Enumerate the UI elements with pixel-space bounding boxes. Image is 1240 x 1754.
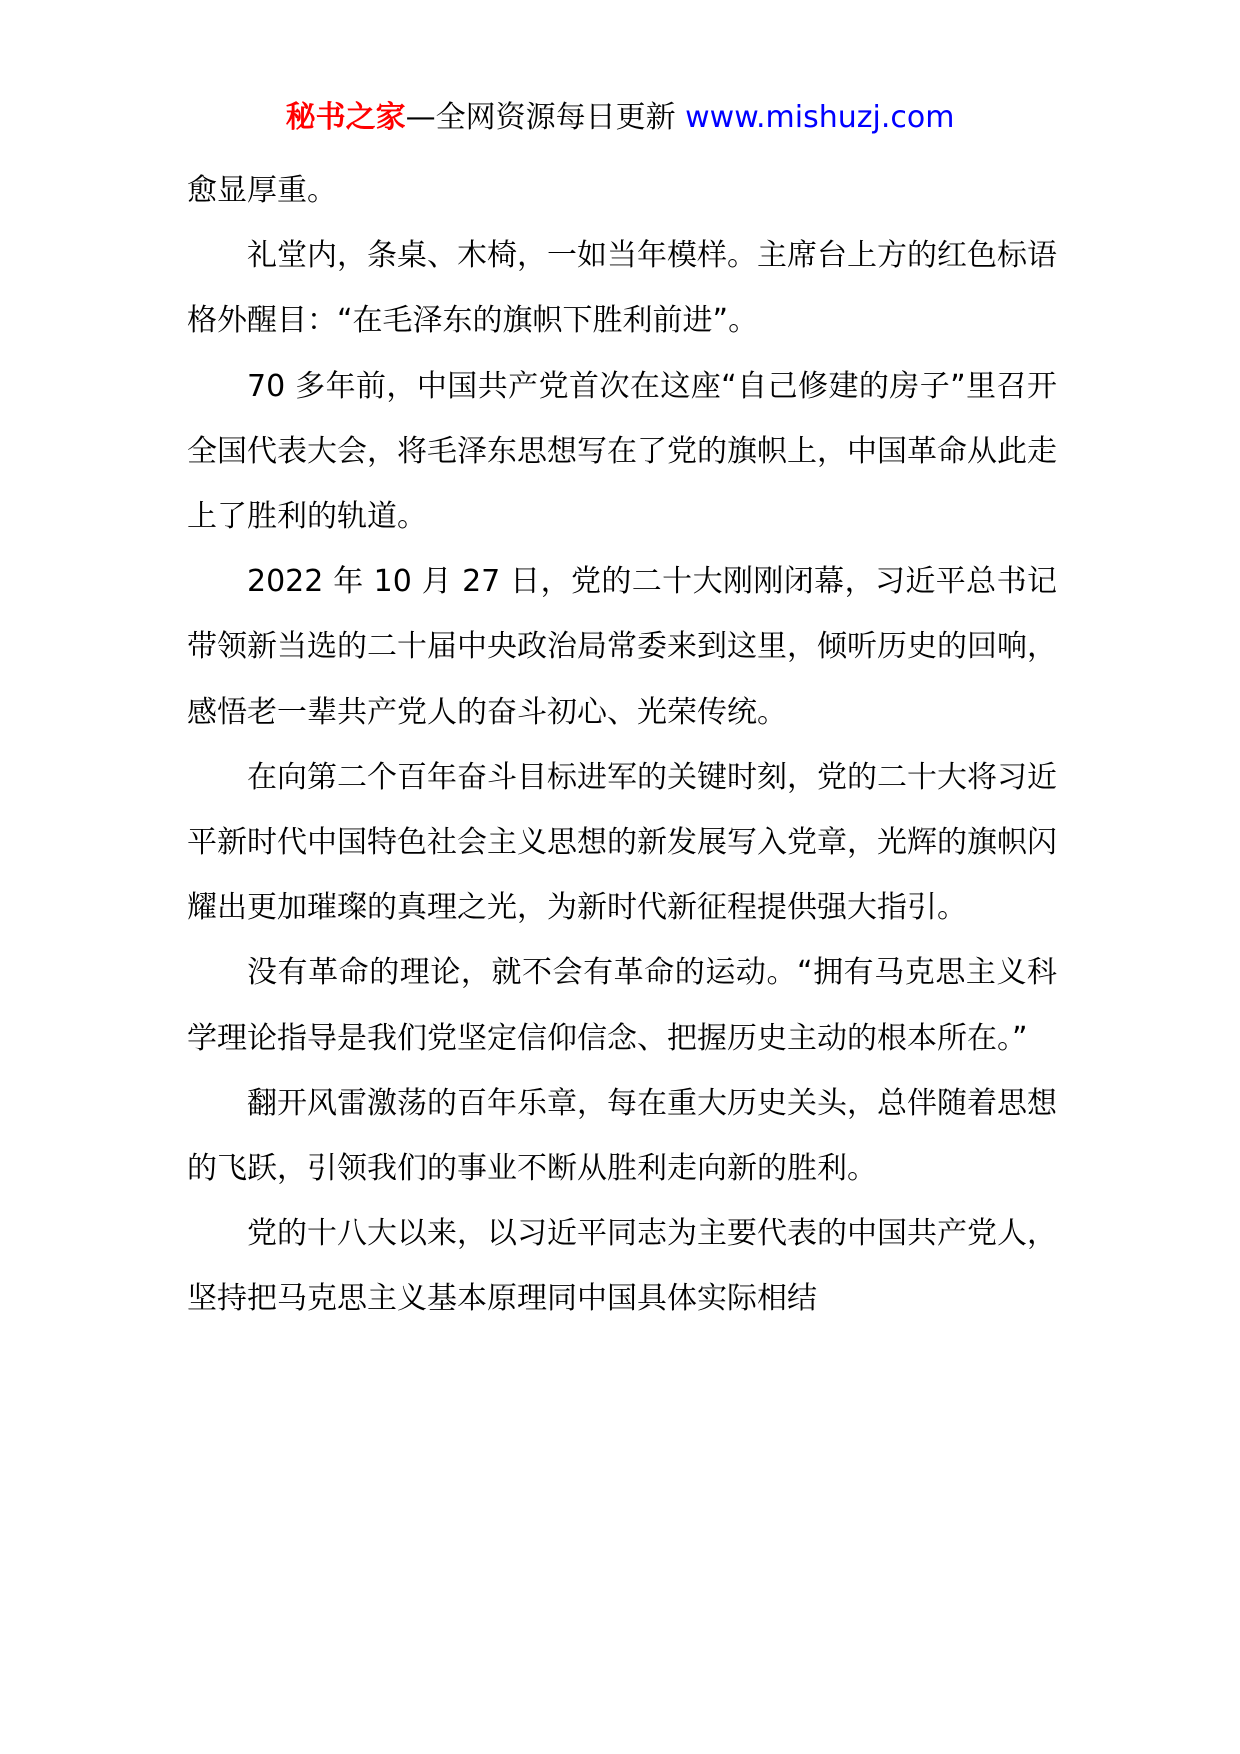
- paragraph: 2022 年 10 月 27 日，党的二十大刚刚闭幕，习近平总书记带领新当选的二十届中央政治局常委来到这里，倾听历史的回响，感悟老一辈共产党人的奋斗初心、光荣传统。: [187, 564, 1057, 730]
- page-header: [0, 98, 1240, 138]
- site-brand: 秘书之家: [285, 100, 406, 135]
- paragraph: 70 多年前，中国共产党首次在这座“自己修建的房子”里召开全国代表大会，将毛泽东思想写在了党的旗帜上，中国革命从此走上了胜利的轨道。: [187, 368, 1057, 535]
- paragraph: 礼堂内，条桌、木椅，一如当年模样。主席台上方的红色标语格外醒目：“在毛泽东的旗帜下胜利前进”。: [187, 238, 1057, 339]
- article-body: [187, 158, 1057, 1332]
- paragraph-continued: 愈显厚重。: [187, 173, 337, 208]
- paragraph: 没有革命的理论，就不会有革命的运动。“拥有马克思主义科学理论指导是我们党坚定信仰信念、把握历史主动的根本所在。”: [187, 955, 1057, 1056]
- site-url-link[interactable]: www.mishuzj.com: [685, 100, 955, 135]
- paragraph: 在向第二个百年奋斗目标进军的关键时刻，党的二十大将习近平新时代中国特色社会主义思想的新发展写入党章，光辉的旗帜闪耀出更加璀璨的真理之光，为新时代新征程提供强大指引。: [187, 759, 1057, 926]
- site-tagline: —全网资源每日更新: [405, 100, 676, 135]
- paragraph: 党的十八大以来，以习近平同志为主要代表的中国共产党人，坚持把马克思主义基本原理同中国具体实际相结: [187, 1216, 1057, 1317]
- paragraph: 翻开风雷激荡的百年乐章，每在重大历史关头，总伴随着思想的飞跃，引领我们的事业不断从胜利走向新的胜利。: [187, 1085, 1057, 1187]
